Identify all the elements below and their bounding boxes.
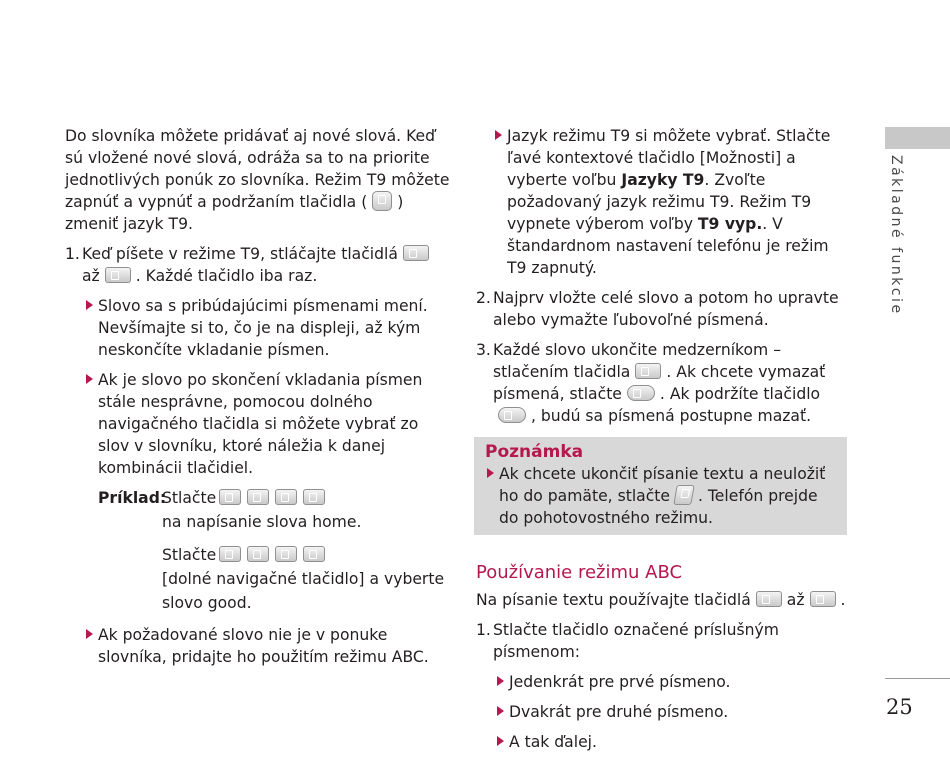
intro-paragraph	[65, 125, 450, 235]
example-label: Príklad:	[98, 489, 167, 507]
step-3-text-b: . Ak chcete vymazať písmená, stlačte	[493, 363, 826, 403]
bullet-triangle-icon	[86, 629, 93, 639]
key-6-icon	[275, 546, 297, 562]
bullet-text: Dvakrát pre druhé písmeno.	[509, 703, 729, 721]
bullet-triangle-icon	[86, 300, 93, 310]
step-number: 1.	[65, 245, 80, 263]
key-4-icon	[219, 546, 241, 562]
key-9-icon	[105, 267, 131, 283]
bullet-triangle-icon	[495, 130, 502, 140]
section-title: Používanie režimu ABC	[476, 562, 683, 583]
star-key-icon	[372, 191, 392, 211]
bullet-item	[84, 295, 450, 361]
abc-step-1-text: Stlačte tlačidlo označené príslušným písmenom:	[493, 621, 779, 661]
bullet-item	[84, 624, 450, 668]
bold-option-t9-off: T9 vyp.	[697, 215, 763, 233]
example-block	[65, 487, 450, 614]
bullet-triangle-icon	[487, 468, 494, 478]
abc-step-1	[476, 619, 851, 663]
page-number-rule	[885, 678, 950, 679]
note-box	[474, 437, 847, 535]
bullet-text: Jedenkrát pre prvé písmeno.	[509, 673, 731, 691]
step-number: 3.	[476, 341, 491, 359]
step-3-text-c: . Ak podržíte tlačidlo	[659, 385, 821, 403]
step-3	[476, 339, 851, 427]
bullet-text-c: . Zvoľte požadovaný jazyk režimu T9. Režim T9 vypnete výberom voľby	[507, 171, 812, 233]
note-text-a: Ak chcete ukončiť písanie textu a neuložiť ho do pamäte, stlačte	[499, 465, 826, 505]
bullet-item	[495, 731, 851, 753]
bullet-text-a: Jazyk režimu T9 si môžete vybrať. Stlačte ľavé kontextové tlačidlo [Možnosti] a vyberte voľbu	[507, 127, 831, 189]
key-3-icon	[303, 489, 325, 505]
example-line	[162, 511, 450, 533]
step-1-text-b: až	[82, 267, 100, 285]
bullet-text: Ak požadované slovo nie je v ponuke slovníka, pridajte ho použitím režimu ABC.	[98, 626, 429, 666]
bullet-item	[495, 701, 851, 723]
page-number: 25	[886, 695, 913, 719]
step-1	[65, 243, 450, 287]
example-text: [dolné navigačné tlačidlo] a vyberte	[162, 570, 445, 588]
example-line	[162, 568, 450, 590]
abc-intro-text-a: Na písanie textu používajte tlačidlá	[476, 591, 751, 609]
key-0-icon	[635, 363, 661, 379]
note-bullet	[485, 463, 837, 529]
bullet-text: A tak ďalej.	[509, 733, 597, 751]
step-number: 1.	[476, 621, 491, 639]
step-2	[476, 287, 851, 331]
step-2-text: Najprv vložte celé slovo a potom ho upravte alebo vymažte ľubovoľné písmená.	[493, 289, 839, 329]
step-3-text-a: Každé slovo ukončite medzerníkom – stlačením tlačidla	[493, 341, 781, 381]
example-line	[162, 487, 450, 509]
bold-option-t9-languages: Jazyky T9	[621, 171, 705, 189]
example-text: Stlačte	[162, 489, 217, 507]
bullet-text: Slovo sa s pribúdajúcimi písmenami mení. Nevšímajte si to, čo je na displeji, až kým neskončíte vkladanie písmen.	[98, 297, 428, 359]
bullet-text: Ak je slovo po skončení vkladania písmen stále nesprávne, pomocou dolného navigačného tlačidla si môžete vybrať zo slov v slovníku, ktoré náležia k danej kombinácii tlačidiel.	[98, 371, 423, 477]
abc-intro-text-b: až	[786, 591, 805, 609]
chapter-tab	[885, 127, 950, 149]
key-6-icon	[275, 489, 297, 505]
abc-intro	[476, 589, 851, 611]
bullet-triangle-icon	[86, 374, 93, 384]
step-3-text-d: , budú sa písmená postupne mazať.	[531, 407, 812, 425]
key-3-icon	[303, 546, 325, 562]
clear-key-icon	[498, 407, 526, 423]
bullet-text-e: . V štandardnom nastavení telefónu je režim T9 zapnutý.	[507, 215, 829, 277]
bullet-item	[493, 125, 851, 279]
example-line	[162, 592, 450, 614]
step-1-text-a: Keď píšete v režime T9, stláčajte tlačidlá	[82, 245, 398, 263]
key-4-icon	[219, 489, 241, 505]
example-line	[162, 544, 450, 566]
example-text: Stlačte	[162, 546, 217, 564]
intro-text-b: ) zmeniť jazyk T9.	[65, 193, 404, 233]
clear-key-icon	[627, 385, 655, 401]
step-number: 2.	[476, 289, 491, 307]
bullet-item	[495, 671, 851, 693]
key-6-icon	[247, 489, 269, 505]
intro-text-a: Do slovníka môžete pridávať aj nové slová. Keď sú vložené nové slová, odráža sa to na priorite jednotlivých ponúk zo slovníka. Režim T9 môžete zapnúť a vypnúť a podržaním tlačidla (	[65, 127, 450, 211]
bullet-triangle-icon	[497, 676, 504, 686]
key-9-icon	[810, 591, 836, 607]
example-text: slovo good.	[162, 594, 252, 612]
note-title: Poznámka	[485, 442, 584, 462]
step-1-text-c: . Každé tlačidlo iba raz.	[135, 267, 318, 285]
right-column	[476, 125, 851, 761]
key-2-icon	[403, 245, 429, 261]
left-column	[65, 125, 450, 676]
bullet-triangle-icon	[497, 706, 504, 716]
note-text-b: . Telefón prejde do pohotovostného režimu.	[499, 487, 818, 527]
key-6-icon	[247, 546, 269, 562]
end-key-icon	[673, 485, 695, 505]
bullet-triangle-icon	[497, 736, 504, 746]
chapter-label: Základné funkcie	[888, 155, 904, 316]
key-2-icon	[756, 591, 782, 607]
bullet-item	[84, 369, 450, 479]
example-text: na napísanie slova home.	[162, 513, 362, 531]
abc-intro-text-c: .	[840, 591, 846, 609]
